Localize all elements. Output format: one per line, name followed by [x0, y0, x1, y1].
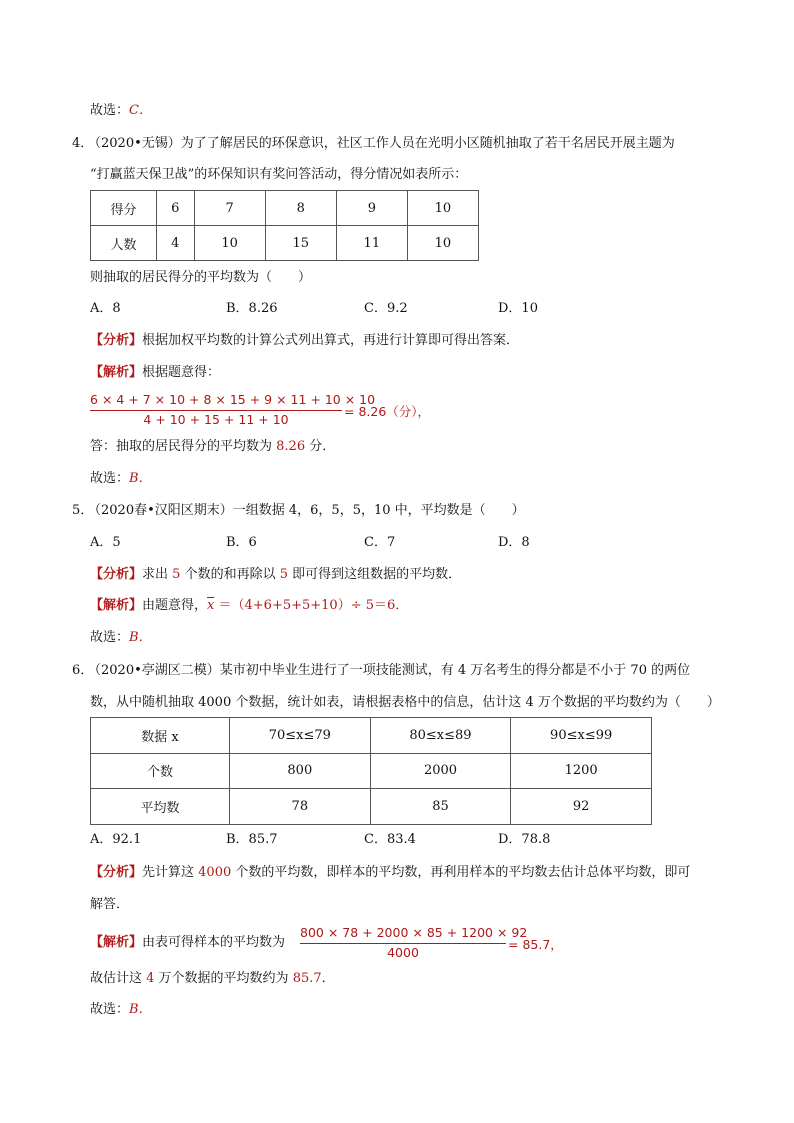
- q6-option-d: D．78.8: [498, 832, 551, 847]
- solution-tag: 【解析】: [90, 598, 143, 613]
- q4-fraction: [90, 392, 376, 428]
- choose-answer: B．: [129, 471, 152, 486]
- fraction-numerator: 6 × 4 + 7 × 10 + 8 × 15 + 9 × 11 + 10 × 10: [90, 392, 376, 407]
- table-row: [91, 226, 479, 261]
- table-header-cell: 数据 x: [91, 718, 230, 754]
- q4-number: 4．: [72, 136, 94, 151]
- table-cell: 7: [194, 191, 265, 226]
- analysis-text: 求出 5 个数的和再除以 5 即可得到这组数据的平均数．: [142, 567, 462, 582]
- table-cell: 6: [157, 191, 195, 226]
- solution-text: 根据题意得：: [142, 365, 221, 380]
- table-cell: 78: [230, 789, 371, 825]
- q6-formula-result: = 85.7，: [508, 937, 563, 952]
- table-cell: 10: [407, 226, 478, 261]
- choose-label: 故选：: [90, 630, 130, 645]
- choose-answer: B．: [129, 1002, 152, 1017]
- q6-option-b: B．85.7: [226, 832, 278, 847]
- analysis-tag: 【分析】: [90, 333, 143, 348]
- table-cell: 平均数: [91, 789, 230, 825]
- solution-expression: ＝（4+6+5+5+10）÷ 5＝6．: [214, 598, 409, 613]
- q6-solution: [90, 933, 285, 953]
- q5-option-b: B．6: [226, 535, 257, 550]
- solution-tag: 【解析】: [90, 365, 143, 380]
- q6-stem-line1: （2020•亭湖区二模）某市初中毕业生进行了一项技能测试，有 4 万名考生的得分都是不小于 70 的两位: [88, 663, 691, 678]
- q5-option-d: D．8: [498, 535, 530, 550]
- q6-choose-line: [90, 1000, 152, 1020]
- table-header-cell: 80≤x≤89: [370, 718, 511, 754]
- q4-option-c: C．9.2: [364, 301, 408, 316]
- table-row: [91, 789, 652, 825]
- table-cell: 1200: [511, 753, 652, 789]
- solution-tag: 【解析】: [90, 935, 143, 950]
- table-cell: 4: [157, 226, 195, 261]
- table-row: [91, 718, 652, 754]
- solution-text: 由题意得，: [142, 598, 208, 613]
- q4-option-a: A．8: [90, 301, 121, 316]
- q5-solution: [90, 596, 408, 616]
- choose-answer: B．: [129, 630, 152, 645]
- q5-choose-line: [90, 628, 152, 648]
- q4-solution: [90, 363, 220, 383]
- table-row: [91, 191, 479, 226]
- q6-option-c: C．83.4: [364, 832, 416, 847]
- q6-analysis-line1: [90, 863, 690, 883]
- analysis-text: 先计算这 4000 个数的平均数，即样本的平均数，再利用样本的平均数去估计总体平均数，即可: [142, 865, 691, 880]
- table-cell: 得分: [91, 191, 157, 226]
- table-cell: 15: [265, 226, 336, 261]
- table-row: [91, 753, 652, 789]
- q4-option-b: B．8.26: [226, 301, 278, 316]
- q4-option-d: D．10: [498, 301, 538, 316]
- table-cell: 人数: [91, 226, 157, 261]
- table-cell: 9: [336, 191, 407, 226]
- fraction-bar: [300, 943, 506, 944]
- q4-choose-line: [90, 469, 152, 489]
- mean-symbol: $\overline{x}$: [207, 598, 215, 613]
- fraction-numerator: 800 × 78 + 2000 × 85 + 1200 × 92: [300, 925, 528, 940]
- fraction-denominator: 4000: [387, 945, 419, 960]
- choose-label: 故选：: [90, 1002, 130, 1017]
- q5-analysis: [90, 565, 461, 585]
- q4-analysis: [90, 331, 519, 351]
- table-header-cell: 70≤x≤79: [230, 718, 371, 754]
- table-cell: 85: [370, 789, 511, 825]
- table-cell: 11: [336, 226, 407, 261]
- q5-option-c: C．7: [364, 535, 396, 550]
- q6-number: 6．: [72, 663, 94, 678]
- q6-option-a: A．92.1: [90, 832, 142, 847]
- q6-estimate-line: 故估计这 4 万个数据的平均数约为 85.7．: [90, 971, 335, 986]
- table-cell: 800: [230, 753, 371, 789]
- choose-answer: C．: [129, 103, 152, 118]
- q6-stem-line2: 数，从中随机抽取 4000 个数据，统计如表，请根据表格中的信息，估计这 4 万个数据的平均数约为（ ）: [90, 695, 720, 710]
- analysis-text: 根据加权平均数的计算公式列出算式，再进行计算即可得出答案．: [142, 333, 520, 348]
- table-cell: 个数: [91, 753, 230, 789]
- q4-score-table: [90, 190, 479, 261]
- q5-number: 5．: [72, 503, 94, 518]
- q4-stem-line2: “打赢蓝天保卫战”的环保知识有奖问答活动，得分情况如表所示：: [90, 167, 468, 182]
- fraction-denominator: 4 + 10 + 15 + 11 + 10: [143, 412, 289, 427]
- q6-analysis-line2: 解答．: [90, 897, 130, 912]
- q5-stem: （2020春•汉阳区期末）一组数据 4，6，5，5，10 中，平均数是（ ）: [88, 503, 525, 518]
- solution-text: 由表可得样本的平均数为: [142, 935, 286, 950]
- analysis-tag: 【分析】: [90, 865, 143, 880]
- choose-label: 故选：: [90, 103, 130, 118]
- q4-answer-line: 答：抽取的居民得分的平均数为 8.26 分．: [90, 439, 336, 454]
- q5-option-a: A．5: [90, 535, 121, 550]
- q6-fraction: [300, 925, 528, 961]
- table-cell: 10: [194, 226, 265, 261]
- analysis-tag: 【分析】: [90, 567, 143, 582]
- choose-label: 故选：: [90, 471, 130, 486]
- table-header-cell: 90≤x≤99: [511, 718, 652, 754]
- q4-question: 则抽取的居民得分的平均数为（ ）: [90, 270, 312, 285]
- table-cell: 2000: [370, 753, 511, 789]
- table-cell: 10: [407, 191, 478, 226]
- table-cell: 8: [265, 191, 336, 226]
- table-cell: 92: [511, 789, 652, 825]
- fraction-bar: [90, 410, 342, 411]
- q4-stem-line1: （2020•无锡）为了了解居民的环保意识，社区工作人员在光明小区随机抽取了若干名居民开展主题为: [88, 136, 675, 151]
- q4-formula-result: = 8.26（分），: [344, 404, 431, 419]
- q3-choose-line: [90, 101, 152, 121]
- q6-data-table: [90, 717, 652, 825]
